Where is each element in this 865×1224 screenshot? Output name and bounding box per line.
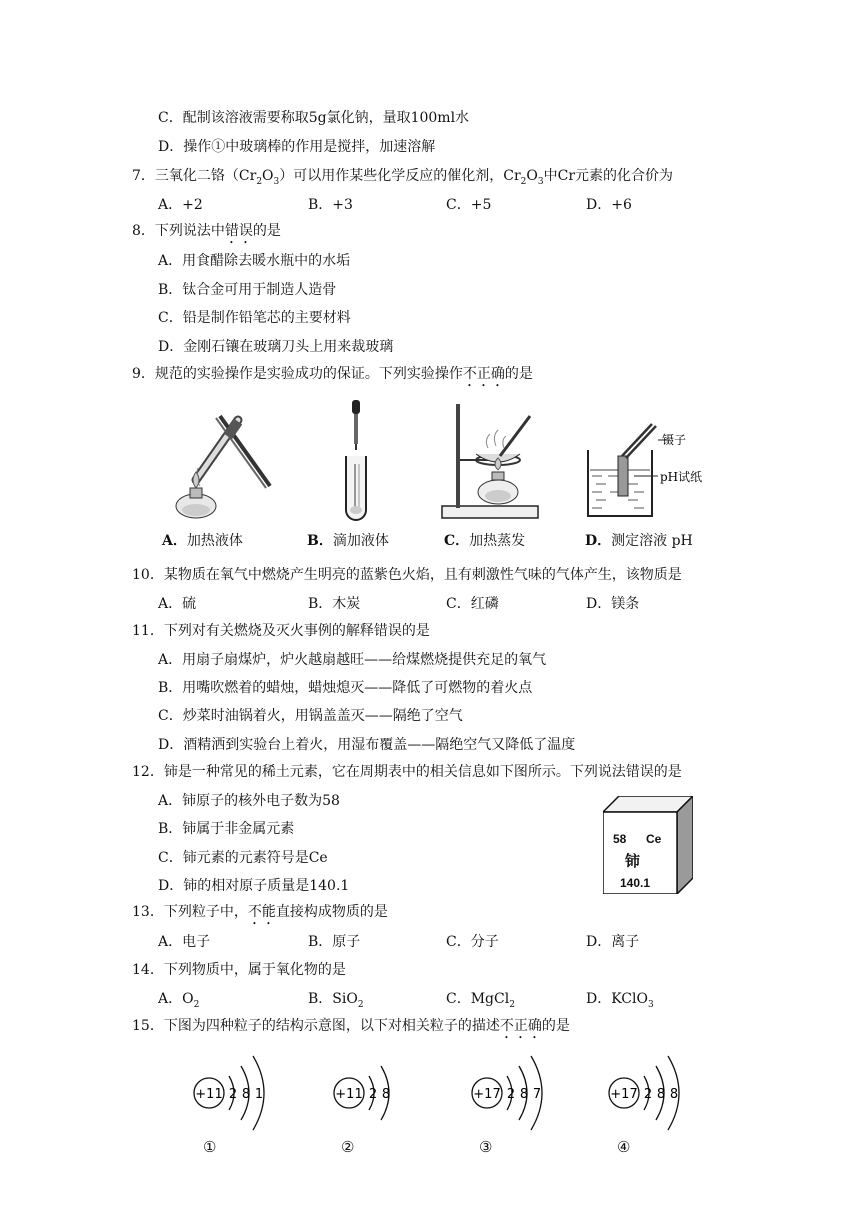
q7-option-d: D．+6 (586, 197, 632, 213)
q14-option-b: B．SiO$_2$ (308, 991, 364, 1010)
q7-option-a: A．+2 (158, 197, 203, 213)
q13-option-b: B．原子 (308, 934, 361, 950)
ph-paper-label: pH试纸 (660, 470, 703, 484)
q14-stem: 14．下列物质中，属于氧化物的是 (132, 962, 346, 978)
element-symbol: Ce (646, 832, 662, 846)
q9-caption-c: C．加热蒸发 (444, 533, 526, 549)
q7-option-c: C．+5 (446, 197, 492, 213)
element-name: 铈 (625, 852, 641, 870)
atom-label-3: ③ (479, 1138, 493, 1156)
q9-caption-d: D．测定溶液 pH (585, 533, 693, 549)
atom-diagram-2 (325, 1048, 425, 1138)
q12-option-c: C．铈元素的元素符号是Ce (158, 850, 328, 866)
q9-stem: 9．规范的实验操作是实验成功的保证。下列实验操作不正确的是 (132, 366, 533, 382)
q12-option-b: B．铈属于非金属元素 (158, 821, 295, 837)
q10-option-c: C．红磷 (446, 596, 499, 612)
q11-stem: 11．下列对有关燃烧及灭火事例的解释错误的是 (132, 623, 430, 639)
tweezers-label: 镊子 (662, 433, 687, 447)
atom4-shell-3: 8 (669, 1087, 679, 1102)
q10-option-a: A．硫 (158, 596, 197, 612)
q10-stem: 10．某物质在氧气中燃烧产生明亮的蓝紫色火焰，且有刺激性气味的气体产生，该物质是 (132, 567, 682, 583)
atom4-shell-1: 2 (643, 1087, 653, 1102)
q8-option-a: A．用食醋除去暖水瓶中的水垢 (158, 253, 351, 269)
q11-option-b: B．用嘴吹燃着的蜡烛，蜡烛熄灭——降低了可燃物的着火点 (158, 680, 533, 696)
atom4-shell-2: 8 (656, 1087, 666, 1102)
dropper-figure (338, 398, 378, 523)
q10-option-d: D．镁条 (586, 596, 640, 612)
q14-option-d: D．KClO$_3$ (586, 991, 654, 1010)
atom-diagram-3 (463, 1048, 563, 1138)
q6-option-d: D．操作①中玻璃棒的作用是搅拌，加速溶解 (158, 139, 436, 155)
atom2-shell-1: 2 (368, 1087, 378, 1102)
q14-option-a: A．$O_2$ (158, 991, 200, 1010)
element-number: 58 (613, 832, 627, 846)
atom2-shell-2: 8 (381, 1087, 391, 1102)
q8-option-c: C．铅是制作铅笔芯的主要材料 (158, 310, 351, 326)
q10-option-b: B．木炭 (308, 596, 361, 612)
q15-stem: 15．下图为四种粒子的结构示意图，以下对相关粒子的描述不正确的是 (132, 1018, 570, 1034)
atom3-shell-2: 8 (519, 1087, 529, 1102)
atom4-nucleus: +17 (610, 1087, 638, 1102)
atom1-shell-2: 8 (241, 1087, 251, 1102)
q8-stem: 8．下列说法中错误的是 (132, 223, 281, 239)
atom1-shell-3: 1 (254, 1087, 264, 1102)
q6-option-c: C．配制该溶液需要称取5g氯化钠，量取100ml水 (158, 110, 470, 126)
q8-option-b: B．钛合金可用于制造人造骨 (158, 282, 337, 298)
q13-option-c: C．分子 (446, 934, 499, 950)
q7-option-b: B．+3 (308, 197, 353, 213)
q13-option-a: A．电子 (158, 934, 211, 950)
ph-test-figure (582, 398, 712, 523)
atom-diagram-4 (600, 1048, 700, 1138)
atom-label-1: ① (203, 1138, 217, 1156)
q13-stem: 13．下列粒子中，不能直接构成物质的是 (132, 904, 388, 920)
atom-label-2: ② (341, 1138, 355, 1156)
q12-option-a: A．铈原子的核外电子数为58 (158, 793, 340, 809)
atom-label-4: ④ (617, 1138, 631, 1156)
evaporation-figure (438, 398, 543, 523)
atom3-nucleus: +17 (473, 1087, 501, 1102)
q14-option-c: C．MgCl$_2$ (446, 991, 515, 1010)
atom3-shell-1: 2 (506, 1087, 516, 1102)
atom2-nucleus: +11 (335, 1087, 363, 1102)
q12-stem: 12．铈是一种常见的稀土元素，它在周期表中的相关信息如下图所示。下列说法错误的是 (132, 764, 682, 780)
q8-option-d: D．金刚石镶在玻璃刀头上用来裁玻璃 (158, 339, 394, 355)
atom3-shell-3: 7 (532, 1087, 542, 1102)
heating-liquid-figure (168, 398, 278, 523)
atom1-nucleus: +11 (195, 1087, 223, 1102)
q11-option-d: D．酒精洒到实验台上着火，用湿布覆盖——隔绝空气又降低了温度 (158, 737, 576, 753)
q11-option-c: C．炒菜时油锅着火，用锅盖盖灭——隔绝了空气 (158, 708, 463, 724)
q9-caption-b: B．滴加液体 (307, 533, 389, 549)
atom-diagram-1 (185, 1048, 285, 1138)
q13-option-d: D．离子 (586, 934, 640, 950)
element-mass: 140.1 (620, 876, 651, 890)
q7-stem: 7．三氧化二铬$(Cr_2O_3)$可以用作某些化学反应的催化剂，$Cr_2O_3$中Cr元素的化合价为 (132, 168, 674, 187)
q12-option-d: D．铈的相对原子质量是140.1 (158, 878, 350, 894)
atom1-shell-1: 2 (228, 1087, 238, 1102)
q11-option-a: A．用扇子扇煤炉，炉火越扇越旺——给煤燃烧提供充足的氧气 (158, 652, 547, 668)
q9-caption-a: A．加热液体 (162, 533, 243, 549)
